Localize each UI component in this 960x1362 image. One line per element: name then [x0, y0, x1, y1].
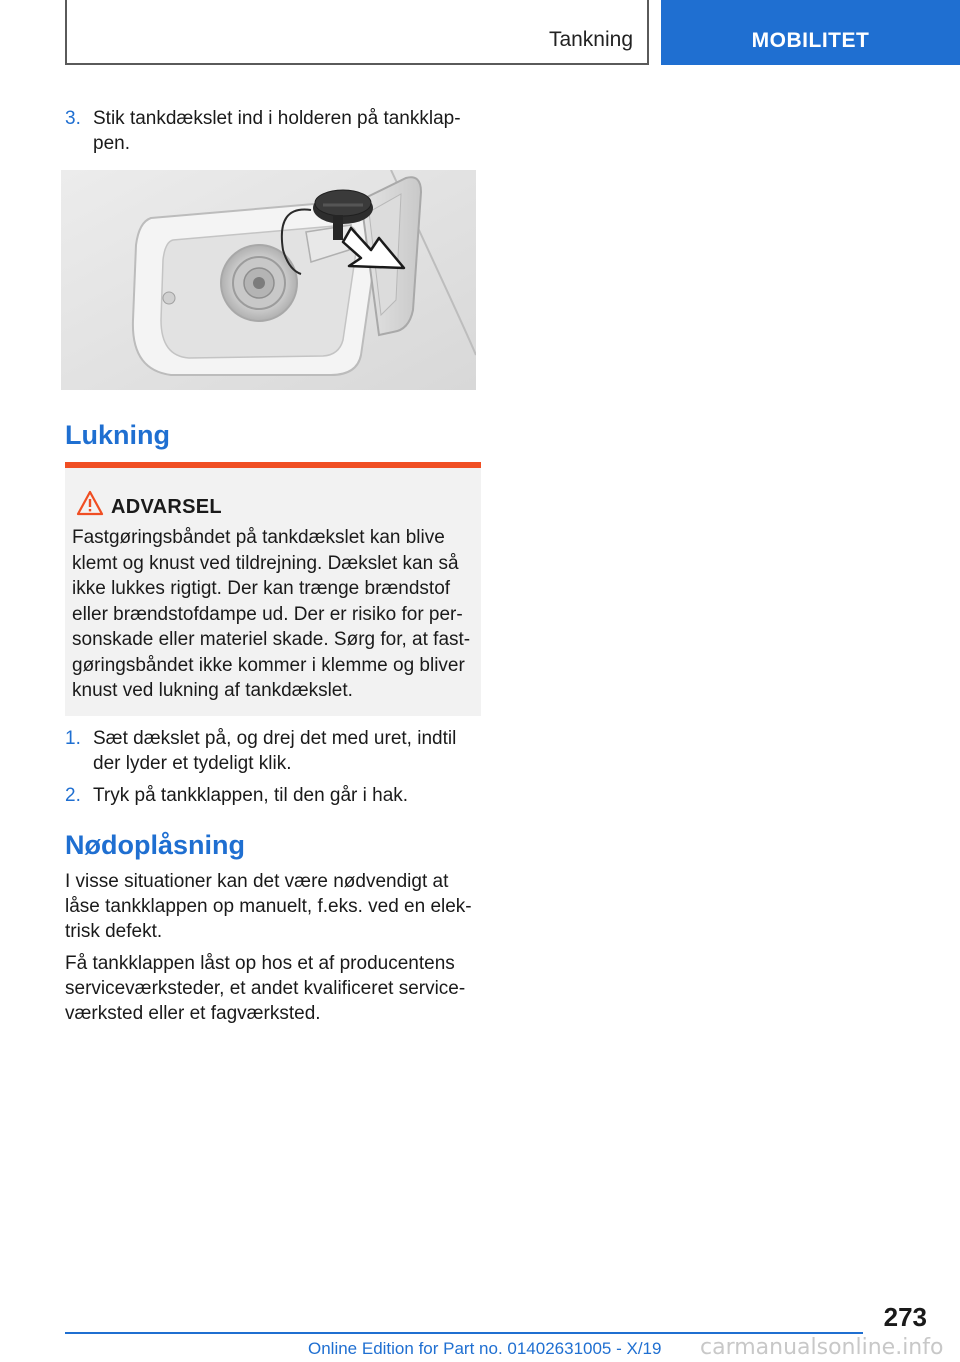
step-text: Tryk på tankklappen, til den går i hak.: [93, 785, 409, 806]
warning-box: [65, 462, 481, 716]
step-3: [65, 106, 481, 156]
paragraph-emergency-2: Få tankklappen låst op hos et af producentens serviceværksteder, et andet kvalificeret service-værksted eller et fagværksted.: [65, 953, 466, 1024]
step-1: [65, 726, 481, 776]
heading-closing: Lukning: [65, 420, 170, 450]
step-text: Sæt dækslet på, og drej det med uret, indtil der lyder et tydeligt klik.: [93, 728, 457, 774]
step-number: 3.: [65, 108, 81, 129]
footer-edition: Online Edition for Part no. 01402631005 - X/19: [308, 1339, 662, 1358]
step-text: Stik tankdækslet ind i holderen på tankklap-pen.: [93, 108, 461, 154]
fuel-cap-illustration: [61, 170, 476, 390]
page-number: 273: [883, 1302, 927, 1332]
chapter-tab[interactable]: [661, 0, 960, 65]
warning-title: ADVARSEL: [111, 496, 222, 518]
footer-rule: [65, 1332, 863, 1334]
header-section-box: [65, 0, 649, 65]
heading-emergency-unlock: Nødoplåsning: [65, 830, 245, 860]
step-number: 2.: [65, 785, 81, 806]
warning-text: Fastgøringsbåndet på tankdækslet kan blive klemt og knust ved tildrejning. Dækslet kan så ikke lukkes rigtigt. Der kan trænge brændstof eller brændstofdampe ud. Der er risiko for per-sonskade eller materiel skade. Sørg for, at fast-gøringsbåndet ikke kommer i klemme og bliver knust ved lukning af tankdækslet.: [72, 527, 471, 701]
chapter-tab-label: MOBILITET: [751, 29, 870, 52]
watermark: carmanualsonline.info: [700, 1335, 944, 1360]
paragraph-emergency-1: I visse situationer kan det være nødvendigt at låse tankklappen op manuelt, f.eks. ved en elek-trisk defekt.: [65, 871, 472, 942]
step-number: 1.: [65, 728, 81, 749]
step-2: [65, 783, 481, 808]
warning-triangle-icon: [76, 490, 104, 516]
header-section-title: Tankning: [548, 28, 633, 51]
